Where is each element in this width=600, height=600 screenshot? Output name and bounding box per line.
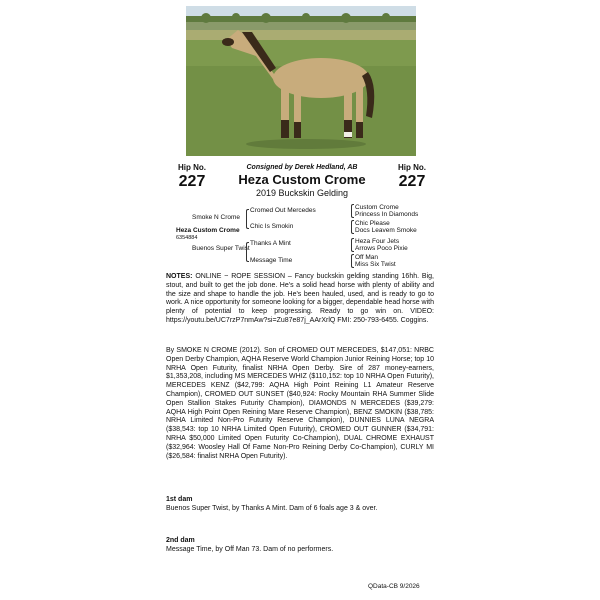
pedigree-brace: [246, 242, 249, 262]
pedigree-sire-dam: Chic Is Smokin: [250, 223, 294, 230]
pedigree-dds: Off Man: [355, 254, 379, 261]
first-dam-label: 1st dam: [166, 496, 193, 503]
pedigree-sire-sire: Cromed Out Mercedes: [250, 207, 316, 214]
pedigree-dam-sire: Thanks A Mint: [250, 240, 291, 247]
pedigree-dsd: Arrows Poco Pixie: [355, 245, 408, 252]
notes-paragraph: [166, 273, 434, 326]
pedigree-dss: Heza Four Jets: [355, 238, 400, 245]
horse-description: 2019 Buckskin Gelding: [255, 188, 349, 198]
sire-bio-lead: By SMOKE N CROME (2012).: [166, 347, 262, 354]
second-dam-text: Message Time, by Off Man 73. Dam of no performers.: [166, 546, 334, 553]
horse-photo: [186, 6, 416, 156]
pedigree-ssd: Princess In Diamonds: [355, 211, 419, 218]
hip-label: Hip No.: [178, 163, 206, 172]
pedigree-horse: Heza Custom Crome: [176, 227, 240, 234]
pedigree-brace: [351, 238, 354, 252]
pedigree-dam-dam: Message Time: [250, 257, 293, 264]
pedigree-sdd: Docs Leavem Smoke: [355, 227, 417, 234]
buckskin-horse-photo: [186, 6, 416, 156]
pedigree-brace: [351, 204, 354, 218]
footer-code: QData-CB 9/2026: [368, 583, 420, 590]
hip-number: 227: [398, 173, 426, 190]
notes-text: ONLINE ~ ROPE SESSION – Fancy buckskin gelding standing 16hh. Big, stout, and built to get the job done. He's a solid head horse with plenty of ability and the size and shape to handle the job. He's been hauled, used, and is ready to go to work. A nice opportunity for someone looking for a bigger, dependable head horse with plenty of potential to keep progressing. Ready to go win on. VIDEO: https://youtu.be/UC7rzP7nmAw?si=Zu87e87j_AArXrlQ FMI: 250-793-6455. Coggins.: [166, 273, 434, 324]
sire-bio-paragraph: [166, 347, 434, 461]
pedigree-reg-number: 6354884: [176, 235, 198, 241]
second-dam-label: 2nd dam: [166, 537, 195, 544]
pedigree-sds: Chic Please: [355, 220, 390, 227]
pedigree-sss: Custom Crome: [355, 204, 399, 211]
hip-label: Hip No.: [398, 163, 426, 172]
consignor-line: Consigned by Derek Hedland, AB: [246, 164, 358, 171]
first-dam-text: Buenos Super Twist, by Thanks A Mint. Dam of 6 foals age 3 & over.: [166, 505, 378, 512]
pedigree-ddd: Miss Six Twist: [355, 261, 396, 268]
pedigree-sire: Smoke N Crome: [192, 214, 241, 221]
hip-number: 227: [178, 173, 206, 190]
pedigree-brace: [351, 254, 354, 268]
horse-name: Heza Custom Crome: [238, 172, 366, 187]
sire-bio-text: Son of CROMED OUT MERCEDES, $147,051: NRBC Open Derby Champion, AQHA Reserve World Champion Junior Reining Horse; top 10 NRHA Open Futurity, finalist NRHA Open Derby. Sire of 287 money-earners, $1,353,208, including MS MERCEDES WHIZ ($110,152: top 10 NRHA Open Futurity), MERCEDES KENZ ($42,799: AQHA High Point Reining L1 Amateur Reserve Champion), CROMED OUT SUNSET ($40,924: Rocky Mountain RHA Summer Slide Open Stallion Stakes Futurity Champion), DIAMONDS N MERCEDES ($39,279: AQHA High Point Open Reining Mare Reserve Champion), BENZ SMOKIN ($38,785: NRHA Limited Non-Pro Futurity Reserve Champion), DUNNIES LUNA NEGRA ($38,543: top 10 NRHA Limited Open Futurity), CROMED OUT GUNNER ($34,791: NRHA $50,000 Limited Open Futurity Co-Champion), DUAL CHROME EXHAUST ($32,964: Woosley Hall Of Fame Non-Pro Reining Derby Co-Champion), CURLY MI ($26,584: finalist NRHA Open Futurity).: [166, 347, 434, 460]
pedigree-brace: [351, 220, 354, 234]
pedigree-brace: [246, 209, 249, 229]
pedigree-dam: Buenos Super Twist: [192, 245, 250, 252]
notes-label: NOTES:: [166, 273, 193, 280]
